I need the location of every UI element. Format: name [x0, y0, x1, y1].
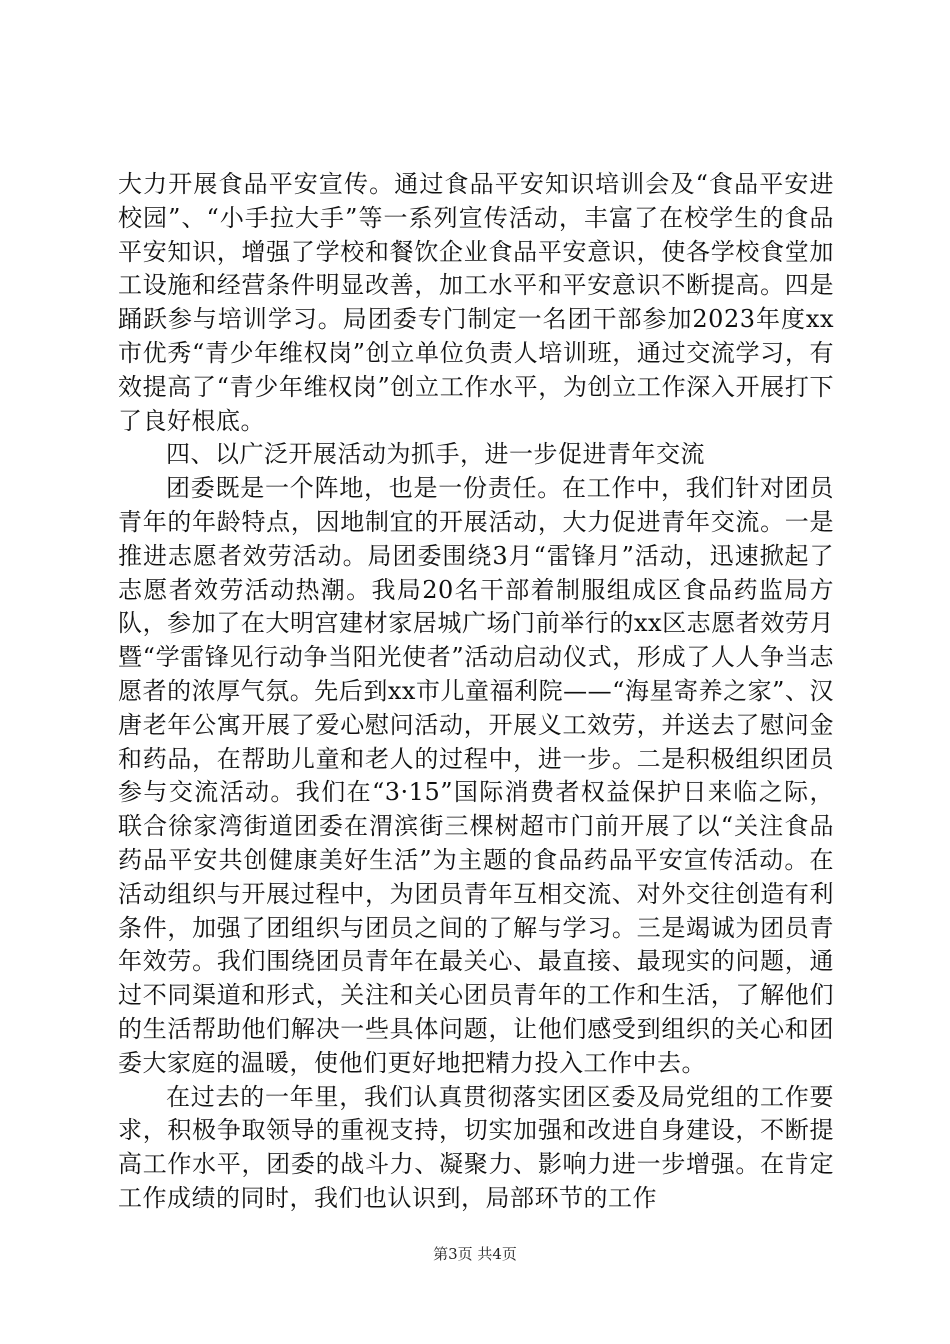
- paragraph-continued: 大力开展食品平安宣传。通过食品平安知识培训会及“食品平安进校园”、“小手拉大手”等一系列宣传活动，丰富了在校学生的食品平安知识，增强了学校和餐饮企业食品平安意识，使各学校食堂加工设施和经营条件明显改善，加工水平和平安意识不断提高。四是踊跃参与培训学习。局团委专门制定一名团干部参加2023年度xx市优秀“青少年维权岗”创立单位负责人培训班，通过交流学习，有效提高了“青少年维权岗”创立工作水平，为创立工作深入开展打下了良好根底。: [118, 170, 834, 435]
- section-heading: 四、以广泛开展活动为抓手，进一步促进青年交流: [166, 440, 705, 469]
- document-body: [118, 168, 834, 1216]
- page-number: 第3页 共4页: [433, 1245, 517, 1263]
- paragraph: 在过去的一年里，我们认真贯彻落实团区委及局党组的工作要求，积极争取领导的重视支持，切实加强和改进自身建设，不断提高工作水平，团委的战斗力、凝聚力、影响力进一步增强。在肯定工作成绩的同时，我们也认识到，局部环节的工作: [118, 1082, 834, 1212]
- paragraph: 团委既是一个阵地，也是一份责任。在工作中，我们针对团员青年的年龄特点，因地制宜的开展活动，大力促进青年交流。一是推进志愿者效劳活动。局团委围绕3月“雷锋月”活动，迅速掀起了志愿者效劳活动热潮。我局20名干部着制服组成区食品药监局方队，参加了在大明宫建材家居城广场门前举行的xx区志愿者效劳月暨“学雷锋见行动争当阳光使者”活动启动仪式，形成了人人争当志愿者的浓厚气氛。先后到xx市儿童福利院——“海星寄养之家”、汉唐老年公寓开展了爱心慰问活动，开展义工效劳，并送去了慰问金和药品，在帮助儿童和老人的过程中，进一步。二是积极组织团员参与交流活动。我们在“3·15”国际消费者权益保护日来临之际，联合徐家湾街道团委在渭滨街三棵树超市门前开展了以“关注食品药品平安共创健康美好生活”为主题的食品药品平安宣传活动。在活动组织与开展过程中，为团员青年互相交流、对外交往创造有利条件，加强了团组织与团员之间的了解与学习。三是竭诚为团员青年效劳。我们围绕团员青年在最关心、最直接、最现实的问题，通过不同渠道和形式，关注和关心团员青年的工作和生活，了解他们的生活帮助他们解决一些具体问题，让他们感受到组织的关心和团委大家庭的温暖，使他们更好地把精力投入工作中去。: [118, 474, 834, 1077]
